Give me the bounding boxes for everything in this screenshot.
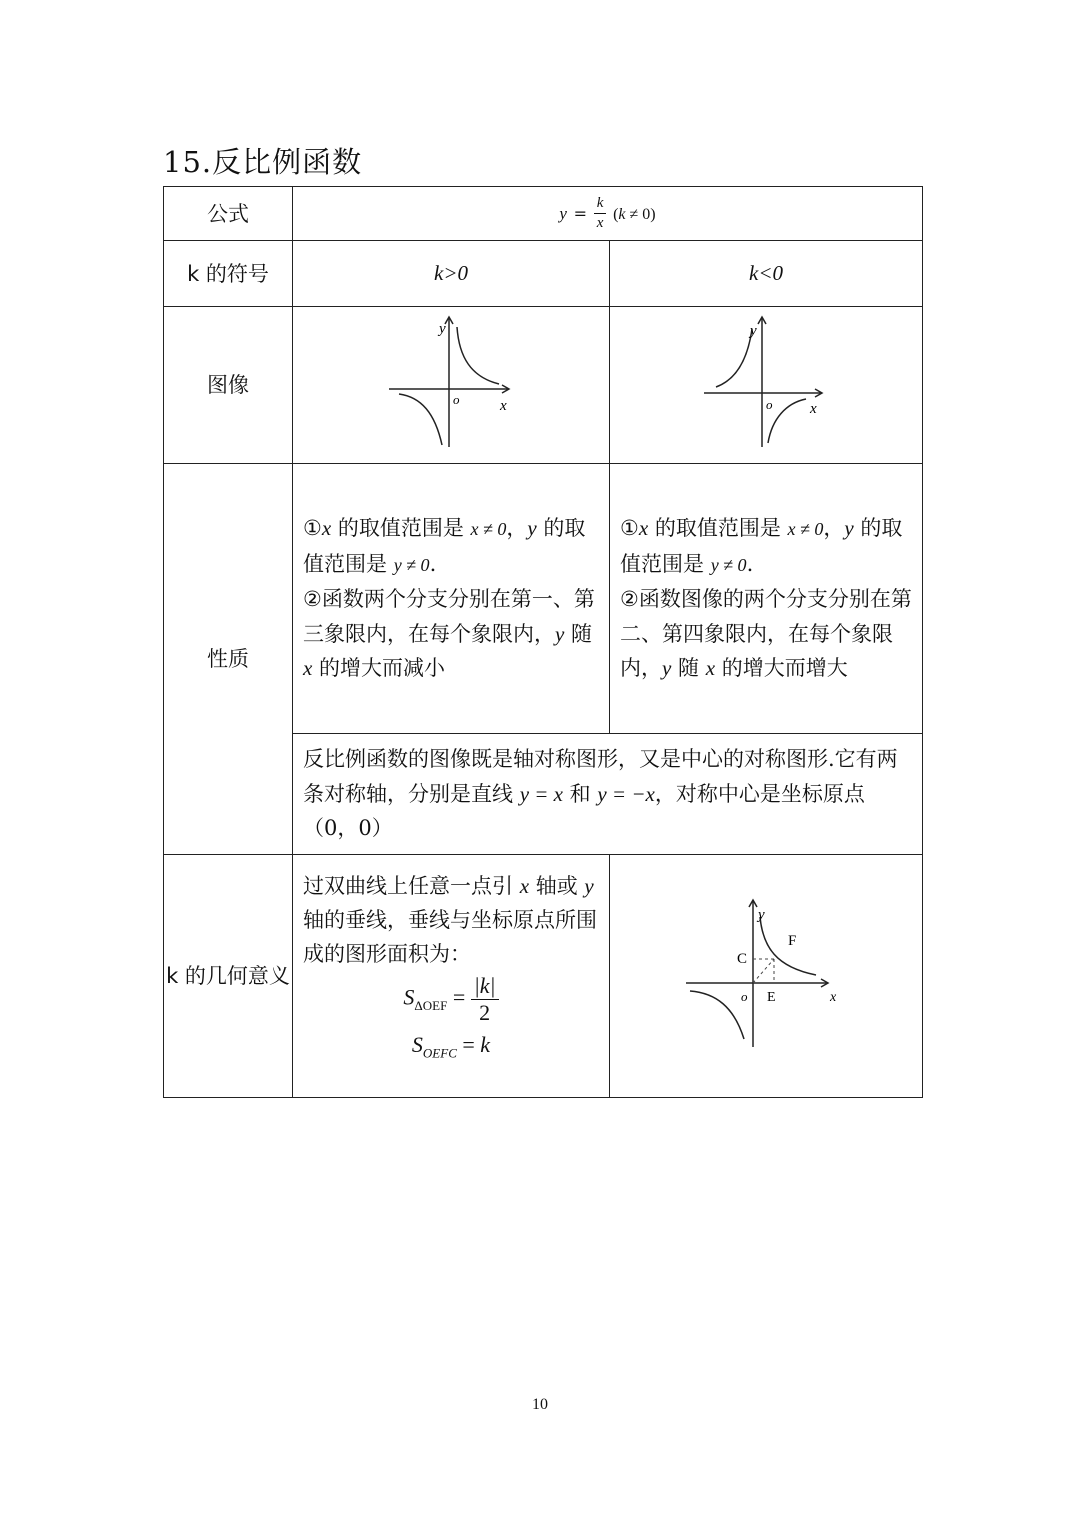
formula-numerator: k bbox=[594, 196, 607, 214]
point-E-label: E bbox=[767, 989, 776, 1005]
point-F-label: F bbox=[788, 932, 797, 949]
sign-label: k 的符号 bbox=[164, 241, 293, 307]
y-axis-label: y bbox=[750, 323, 757, 339]
formula-y: y bbox=[559, 204, 567, 223]
graph-row bbox=[164, 307, 923, 464]
properties-row bbox=[164, 464, 923, 734]
symmetry-text: 反比例函数的图像既是轴对称图形，又是中心的对称图形.它有两条对称轴，分别是直线 y = x 和 y = −x，对称中心是坐标原点（0，0） bbox=[293, 734, 923, 855]
formula-fraction bbox=[594, 196, 607, 231]
geometry-figure-cell bbox=[610, 854, 923, 1097]
graph-negative bbox=[610, 307, 923, 458]
branch-quadrant-2 bbox=[716, 329, 752, 387]
branch-quadrant-3 bbox=[399, 394, 442, 445]
page-title: 15.反比例函数 bbox=[163, 145, 363, 179]
graph-positive-cell bbox=[293, 307, 610, 464]
y-axis-label: y bbox=[439, 321, 446, 337]
geometry-figure bbox=[610, 855, 923, 1092]
area-formula-rectangle: $S_{OEFC} = k$ bbox=[411, 1031, 491, 1060]
x-axis-label: x bbox=[830, 989, 837, 1005]
geometry-row bbox=[164, 854, 923, 1097]
geometry-text-cell: 过双曲线上任意一点引 x 轴或 y 轴的垂线，垂线与坐标原点所围成的图形面积为： $S_{\Delta OEF}$ = $\frac{|k|}{2}$ $S_{OEFC} = k$ bbox=[293, 854, 610, 1097]
formula-label: 公式 bbox=[164, 187, 293, 241]
origin-label: o bbox=[453, 392, 460, 407]
x-axis-label: x bbox=[810, 401, 817, 417]
origin-label: o bbox=[741, 988, 748, 1004]
sign-row bbox=[164, 241, 923, 307]
formula-row bbox=[164, 187, 923, 241]
area-fraction: $\frac{|k|}{2}$ bbox=[471, 975, 499, 1024]
page-number: 10 bbox=[532, 1396, 548, 1413]
formula-denominator: x bbox=[596, 215, 604, 231]
branch-quadrant-3 bbox=[690, 991, 744, 1039]
graph-label: 图像 bbox=[164, 307, 293, 464]
geometry-label: k 的几何意义 bbox=[164, 854, 293, 1097]
y-axis-label: y bbox=[758, 906, 765, 923]
graph-negative-cell bbox=[610, 307, 923, 464]
x-axis-label: x bbox=[500, 398, 507, 414]
properties-label: 性质 bbox=[164, 464, 293, 855]
formula-eq: = bbox=[573, 204, 588, 223]
formula-condition: (k ≠ 0) bbox=[613, 206, 656, 223]
dashed-line-O-to-F bbox=[753, 959, 774, 983]
properties-negative: ①x 的取值范围是 x ≠ 0，y 的取值范围是 y ≠ 0. ②函数图像的两个分支分别在第二、第四象限内，在每个象限内，y 随 x 的增大而增大 bbox=[610, 464, 923, 734]
branch-quadrant-1 bbox=[457, 327, 499, 384]
point-C-label: C bbox=[737, 950, 748, 967]
properties-positive: ①x 的取值范围是 x ≠ 0，y 的取值范围是 y ≠ 0. ②函数两个分支分别在第一、第三象限内，在每个象限内，y 随 x 的增大而减小 bbox=[293, 464, 610, 734]
sign-positive: k>0 bbox=[293, 241, 610, 307]
formula-cell bbox=[293, 187, 923, 241]
origin-label: o bbox=[766, 397, 773, 412]
graph-positive bbox=[293, 307, 610, 458]
branch-quadrant-4 bbox=[768, 399, 806, 443]
sign-negative: k<0 bbox=[610, 241, 923, 307]
inverse-proportion-table bbox=[163, 186, 923, 1098]
area-formula-triangle: $S_{\Delta OEF}$ = $\frac{|k|}{2}$ bbox=[303, 975, 599, 1024]
